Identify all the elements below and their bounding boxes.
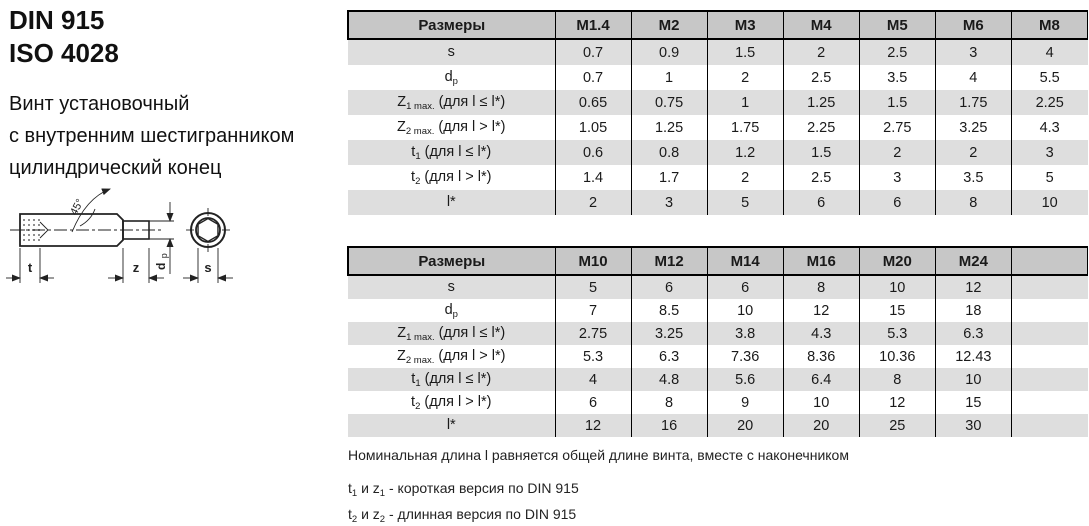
value-cell: 6.3: [935, 322, 1011, 345]
column-header-size: M4: [783, 11, 859, 39]
value-cell: 18: [935, 299, 1011, 322]
row-label-main: t: [411, 168, 416, 185]
value-cell: 6: [783, 190, 859, 215]
value-cell: 1.75: [935, 90, 1011, 115]
table-body: [348, 275, 1088, 437]
nominal-length-note: Номинальная длина l равняется общей длине винта, вместе с наконечником: [348, 447, 849, 463]
value-cell: 20: [707, 414, 783, 437]
row-label-main: Z: [397, 324, 407, 341]
value-cell: 0.8: [631, 140, 707, 165]
value-cell: 12: [935, 275, 1011, 299]
row-label-subscript: p: [452, 308, 458, 320]
value-cell: 1.5: [707, 39, 783, 65]
row-label-condition: (для l > l*): [420, 393, 492, 410]
dim-label-s: s: [204, 260, 212, 275]
value-cell: 20: [783, 414, 859, 437]
value-cell: 1: [631, 65, 707, 90]
value-cell: 5.6: [707, 368, 783, 391]
product-description: [9, 88, 294, 184]
value-cell: 0.6: [555, 140, 631, 165]
row-label-cell: [348, 391, 555, 414]
row-label-subscript: 1 max.: [406, 331, 435, 343]
column-header-size: M12: [631, 247, 707, 275]
row-label-subscript: 1: [415, 377, 421, 389]
value-cell: 10: [1011, 190, 1087, 215]
end-view-drawing: [186, 208, 230, 252]
value-cell: 5: [1011, 165, 1087, 190]
table-row: [348, 165, 1088, 190]
row-label-cell: [348, 322, 555, 345]
value-cell: 2.5: [859, 39, 935, 65]
table-row: [348, 414, 1088, 437]
value-cell: 1: [707, 90, 783, 115]
value-cell: 2.75: [859, 115, 935, 140]
standards-block: [9, 4, 119, 70]
row-label-cell: [348, 414, 555, 437]
value-cell: 0.75: [631, 90, 707, 115]
value-cell: 1.2: [707, 140, 783, 165]
value-cell: 3.5: [859, 65, 935, 90]
row-label-condition: (для l > l*): [420, 168, 492, 185]
row-label-main: Z: [397, 93, 407, 110]
value-cell: 2: [783, 39, 859, 65]
value-cell: 0.65: [555, 90, 631, 115]
row-label-cell: [348, 115, 555, 140]
dim-label-z: z: [132, 260, 140, 275]
dp-main: d: [154, 262, 168, 270]
value-cell: 6: [859, 190, 935, 215]
row-label-cell: [348, 140, 555, 165]
value-cell: 8: [859, 368, 935, 391]
value-cell: 4.3: [1011, 115, 1087, 140]
value-cell: 8: [783, 275, 859, 299]
row-label-cell: [348, 39, 555, 65]
value-cell: 3: [631, 190, 707, 215]
value-cell: [1011, 391, 1087, 414]
value-cell: 3.8: [707, 322, 783, 345]
description-line: цилиндрический конец: [9, 157, 222, 179]
value-cell: 6: [707, 275, 783, 299]
table-body: [348, 39, 1088, 215]
value-cell: [1011, 345, 1087, 368]
standard-iso: ISO 4028: [9, 38, 119, 68]
note-text: - короткая версия по DIN 915: [385, 480, 579, 496]
value-cell: 2.25: [783, 115, 859, 140]
dim-label-angle: 45°: [68, 197, 87, 218]
value-cell: 1.7: [631, 165, 707, 190]
value-cell: 1.05: [555, 115, 631, 140]
table-row: [348, 115, 1088, 140]
value-cell: [1011, 299, 1087, 322]
row-label-subscript: 2: [415, 400, 421, 412]
value-cell: 2.75: [555, 322, 631, 345]
value-cell: 12: [555, 414, 631, 437]
table-row: [348, 322, 1088, 345]
value-cell: 8.5: [631, 299, 707, 322]
note-text: t: [348, 480, 352, 496]
value-cell: 2: [859, 140, 935, 165]
table-row: [348, 90, 1088, 115]
value-cell: 0.9: [631, 39, 707, 65]
value-cell: 10: [783, 391, 859, 414]
row-label-cell: [348, 275, 555, 299]
value-cell: 6.3: [631, 345, 707, 368]
row-label-cell: [348, 190, 555, 215]
value-cell: 0.7: [555, 65, 631, 90]
table-corner-header: Размеры: [348, 247, 555, 275]
description-line: Винт установочный: [9, 93, 190, 115]
value-cell: 5.5: [1011, 65, 1087, 90]
value-cell: 12: [783, 299, 859, 322]
value-cell: 12: [859, 391, 935, 414]
center-marks: [186, 208, 230, 252]
table-row: [348, 190, 1088, 215]
note-text: - длинная версия по DIN 915: [385, 506, 577, 522]
note-text: и z: [357, 506, 380, 522]
row-label-cell: [348, 299, 555, 322]
column-header-size: M3: [707, 11, 783, 39]
value-cell: 1.25: [631, 115, 707, 140]
row-label-main: l*: [446, 193, 456, 210]
value-cell: 4.3: [783, 322, 859, 345]
row-label-subscript: 2: [415, 175, 421, 187]
row-label-condition: (для l ≤ l*): [420, 143, 492, 160]
value-cell: 1.5: [859, 90, 935, 115]
table-header-row: [348, 247, 1088, 275]
value-cell: [1011, 368, 1087, 391]
value-cell: 7.36: [707, 345, 783, 368]
table-row: [348, 345, 1088, 368]
value-cell: [1011, 322, 1087, 345]
row-label-condition: (для l > l*): [434, 118, 506, 135]
row-label-cell: [348, 368, 555, 391]
value-cell: 16: [631, 414, 707, 437]
value-cell: 3: [935, 39, 1011, 65]
table-corner-header: Размеры: [348, 11, 555, 39]
value-cell: 5: [707, 190, 783, 215]
note-text: t: [348, 506, 352, 522]
long-version-note: [348, 504, 849, 526]
value-cell: 15: [935, 391, 1011, 414]
row-label-cell: [348, 345, 555, 368]
column-header-size: M8: [1011, 11, 1087, 39]
row-label-main: s: [447, 278, 455, 295]
value-cell: 2.5: [783, 65, 859, 90]
value-cell: 10.36: [859, 345, 935, 368]
row-label-main: Z: [397, 347, 406, 364]
column-header-size: M16: [783, 247, 859, 275]
value-cell: 5: [555, 275, 631, 299]
value-cell: 10: [935, 368, 1011, 391]
row-label-subscript: 1 max.: [406, 100, 435, 112]
drawing-svg: [2, 186, 240, 298]
row-label-main: t: [411, 393, 416, 410]
description-line: с внутренним шестигранником: [9, 125, 295, 147]
column-header-size: M20: [859, 247, 935, 275]
value-cell: 12.43: [935, 345, 1011, 368]
note-subscript: 1: [379, 488, 386, 499]
table-header-row: [348, 11, 1088, 39]
value-cell: 4.8: [631, 368, 707, 391]
value-cell: 3.25: [631, 322, 707, 345]
footnotes: [348, 446, 849, 526]
value-cell: 25: [859, 414, 935, 437]
value-cell: 2.5: [783, 165, 859, 190]
value-cell: 2: [707, 65, 783, 90]
value-cell: 1.5: [783, 140, 859, 165]
table-row: [348, 299, 1088, 322]
value-cell: 10: [859, 275, 935, 299]
value-cell: 3: [1011, 140, 1087, 165]
value-cell: 7: [555, 299, 631, 322]
table-row: [348, 65, 1088, 90]
value-cell: 3: [859, 165, 935, 190]
spec-table-large-sizes: [347, 246, 1088, 437]
value-cell: 30: [935, 414, 1011, 437]
value-cell: 4: [1011, 39, 1087, 65]
column-header-size: M14: [707, 247, 783, 275]
table-row: [348, 391, 1088, 414]
value-cell: 1.4: [555, 165, 631, 190]
value-cell: 2: [935, 140, 1011, 165]
side-view-drawing: [10, 189, 164, 246]
row-label-subscript: 2 max.: [405, 125, 435, 137]
column-header-size: M5: [859, 11, 935, 39]
row-label-cell: [348, 90, 555, 115]
table-row: [348, 368, 1088, 391]
value-cell: [1011, 275, 1087, 299]
row-label-cell: [348, 65, 555, 90]
value-cell: 0.7: [555, 39, 631, 65]
short-version-note: [348, 478, 849, 504]
row-label-main: t: [411, 370, 416, 387]
value-cell: 2.25: [1011, 90, 1087, 115]
hex-socket-outline: [198, 219, 218, 242]
column-header-size: M24: [935, 247, 1011, 275]
row-label-main: d: [444, 301, 453, 318]
value-cell: 4: [935, 65, 1011, 90]
value-cell: 4: [555, 368, 631, 391]
row-label-condition: (для l ≤ l*): [434, 93, 506, 110]
note-subscript: 1: [351, 488, 358, 499]
table-row: [348, 39, 1088, 65]
row-label-condition: (для l > l*): [434, 347, 506, 364]
value-cell: 3.5: [935, 165, 1011, 190]
row-label-main: l*: [446, 416, 456, 433]
column-header-size: M1.4: [555, 11, 631, 39]
value-cell: 6.4: [783, 368, 859, 391]
row-label-main: d: [444, 68, 453, 85]
value-cell: 1.25: [783, 90, 859, 115]
value-cell: 1.75: [707, 115, 783, 140]
value-cell: 10: [707, 299, 783, 322]
row-label-subscript: 1: [415, 150, 421, 162]
dp-subscript: p: [159, 253, 169, 259]
row-label-main: t: [411, 143, 416, 160]
value-cell: [1011, 414, 1087, 437]
row-label-main: s: [447, 43, 455, 60]
standard-din: DIN 915: [9, 5, 105, 35]
value-cell: 8: [631, 391, 707, 414]
column-header-size: M2: [631, 11, 707, 39]
table-row: [348, 140, 1088, 165]
value-cell: 3.25: [935, 115, 1011, 140]
table-row: [348, 275, 1088, 299]
row-label-main: Z: [397, 118, 406, 135]
value-cell: 8: [935, 190, 1011, 215]
note-subscript: 2: [379, 514, 386, 525]
screw-technical-drawing: [2, 186, 240, 298]
value-cell: 2: [555, 190, 631, 215]
value-cell: 8.36: [783, 345, 859, 368]
row-label-condition: (для l ≤ l*): [434, 324, 506, 341]
chamfer-angle-arc: [80, 209, 95, 226]
note-subscript: 2: [351, 514, 358, 525]
note-text: и z: [357, 480, 380, 496]
value-cell: 5.3: [555, 345, 631, 368]
value-cell: 15: [859, 299, 935, 322]
dim-label-dp: [152, 253, 169, 270]
row-label-condition: (для l ≤ l*): [420, 370, 492, 387]
column-header-size: M10: [555, 247, 631, 275]
value-cell: 5.3: [859, 322, 935, 345]
value-cell: 6: [555, 391, 631, 414]
row-label-subscript: p: [452, 75, 458, 87]
row-label-cell: [348, 165, 555, 190]
column-header-size: [1011, 247, 1087, 275]
value-cell: 6: [631, 275, 707, 299]
value-cell: 9: [707, 391, 783, 414]
row-label-subscript: 2 max.: [405, 354, 435, 366]
value-cell: 2: [707, 165, 783, 190]
column-header-size: M6: [935, 11, 1011, 39]
spec-table-small-sizes: [347, 10, 1088, 215]
dim-label-t: t: [27, 260, 33, 275]
